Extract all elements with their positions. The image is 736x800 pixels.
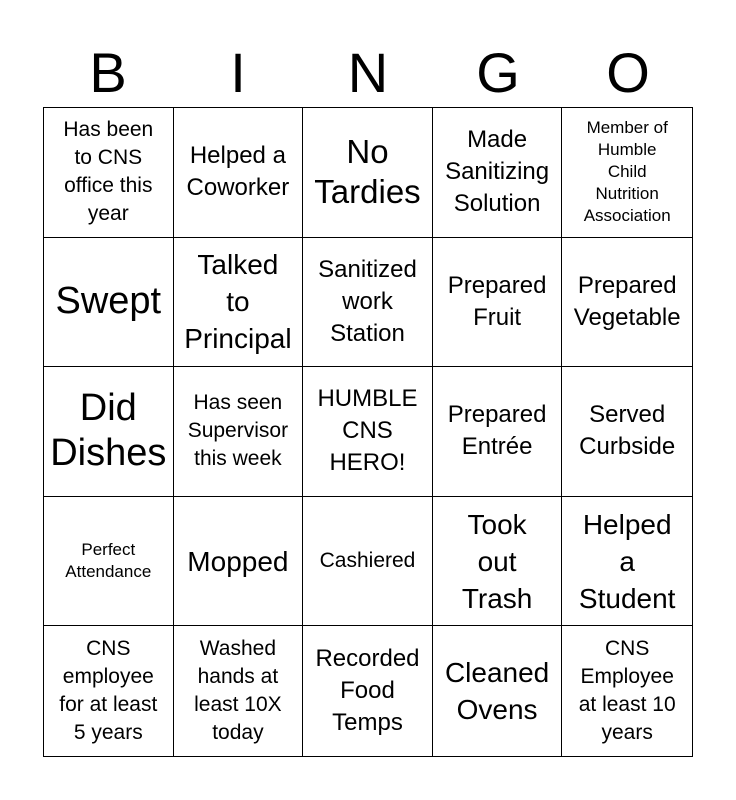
- bingo-cell-g2[interactable]: [433, 238, 563, 368]
- bingo-board: [43, 107, 693, 757]
- bingo-cell-g3[interactable]: [433, 367, 563, 497]
- bingo-cell-i3[interactable]: [174, 367, 304, 497]
- cell-label: Talked to Principal: [184, 249, 292, 355]
- cell-label: Swept: [55, 280, 162, 323]
- cell-label: Cashiered: [319, 549, 416, 573]
- cell-label: Recorded Food Temps: [315, 645, 420, 737]
- cell-label: Cleaned Ovens: [444, 657, 550, 726]
- bingo-cell-g1[interactable]: [433, 108, 563, 238]
- cell-label: Prepared Fruit: [447, 271, 547, 331]
- cell-label: Took out Trash: [461, 508, 533, 614]
- cell-label: Member of Humble Child Nutrition Association: [583, 118, 671, 226]
- bingo-cell-n1[interactable]: [303, 108, 433, 238]
- cell-label: CNS employee for at least 5 years: [59, 637, 158, 745]
- bingo-cell-g4[interactable]: [433, 497, 563, 627]
- bingo-cell-i5[interactable]: [174, 626, 304, 756]
- cell-label: Helped a Coworker: [186, 142, 290, 202]
- bingo-cell-n5[interactable]: [303, 626, 433, 756]
- cell-label: Mopped: [187, 545, 289, 577]
- bingo-cell-o4[interactable]: [562, 497, 692, 627]
- header-letter-i: I: [230, 41, 246, 104]
- header-letter-o: O: [606, 41, 650, 104]
- cell-label: Washed hands at least 10X today: [194, 637, 282, 745]
- bingo-cell-g5[interactable]: [433, 626, 563, 756]
- bingo-cell-o1[interactable]: [562, 108, 692, 238]
- cell-label: No Tardies: [314, 133, 421, 211]
- cell-label: Perfect Attendance: [65, 540, 152, 582]
- bingo-cell-n3[interactable]: [303, 367, 433, 497]
- bingo-cell-b3[interactable]: [44, 367, 174, 497]
- cell-label: Prepared Entrée: [447, 401, 547, 461]
- cell-label: Made Sanitizing Solution: [445, 126, 550, 218]
- bingo-cell-o5[interactable]: [562, 626, 692, 756]
- bingo-cell-b4[interactable]: [44, 497, 174, 627]
- cell-label: Has seen Supervisor this week: [187, 391, 289, 471]
- bingo-cell-i4[interactable]: [174, 497, 304, 627]
- cell-label: Did Dishes: [50, 387, 167, 475]
- bingo-cell-o2[interactable]: [562, 238, 692, 368]
- header-letter-g: G: [476, 41, 520, 104]
- bingo-cell-b5[interactable]: [44, 626, 174, 756]
- bingo-cell-o3[interactable]: [562, 367, 692, 497]
- bingo-cell-n4[interactable]: [303, 497, 433, 627]
- bingo-cell-i2[interactable]: [174, 238, 304, 368]
- header-letter-n: N: [347, 41, 389, 104]
- cell-label: Sanitized work Station: [318, 255, 417, 347]
- cell-label: Served Curbside: [579, 401, 676, 461]
- bingo-cell-n2[interactable]: [303, 238, 433, 368]
- cell-label: CNS Employee at least 10 years: [578, 637, 676, 745]
- bingo-cell-b1[interactable]: [44, 108, 174, 238]
- bingo-cell-i1[interactable]: [174, 108, 304, 238]
- cell-label: Helped a Student: [578, 508, 676, 614]
- cell-label: HUMBLE CNS HERO!: [317, 385, 418, 477]
- cell-label: Prepared Vegetable: [573, 271, 681, 331]
- bingo-header: [43, 40, 693, 106]
- header-letter-b: B: [89, 41, 127, 104]
- cell-label: Has been to CNS office this year: [63, 118, 154, 226]
- bingo-cell-b2[interactable]: [44, 238, 174, 368]
